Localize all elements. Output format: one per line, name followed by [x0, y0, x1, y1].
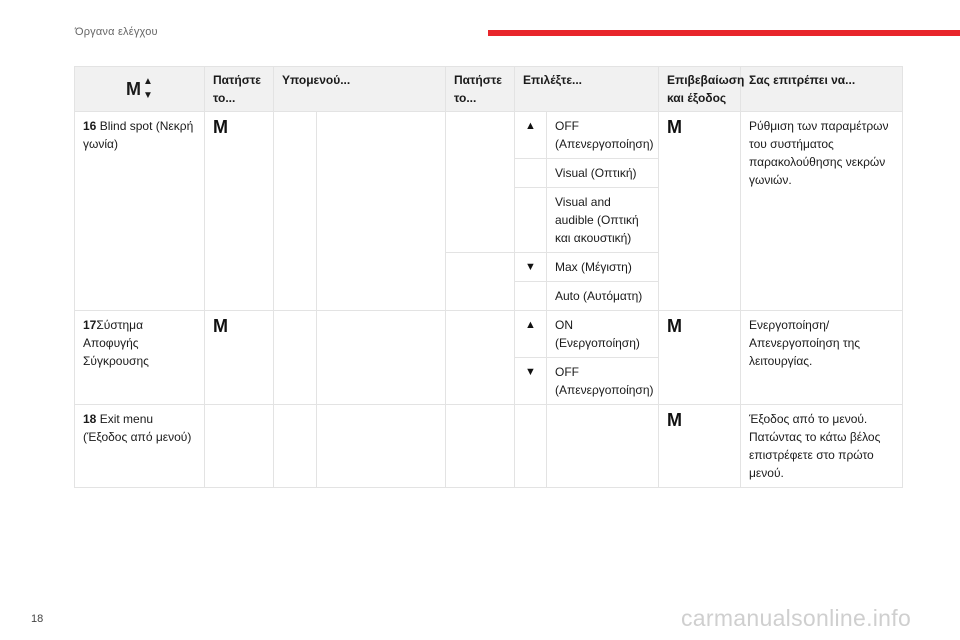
submenu-cell-b: [317, 112, 446, 311]
arrow-empty-cell: [515, 188, 547, 253]
down-arrow-icon: ▼: [515, 358, 547, 405]
submenu-cell-a: [274, 405, 317, 488]
option-auto: Auto (Αυτόματη): [547, 282, 659, 311]
header-press-2: Πατήστε το...: [446, 67, 515, 112]
press-cell: [446, 311, 515, 405]
menu-item-name: Blind spot (Νεκρή γωνία): [83, 119, 194, 151]
confirm-cell: [659, 311, 741, 405]
press-m-cell: [205, 311, 274, 405]
menu-item-exit: [75, 405, 205, 488]
m-button-icon: M: [126, 79, 142, 99]
confirm-cell: [659, 405, 741, 488]
arrow-empty-cell: [515, 282, 547, 311]
press-down-cell: [446, 253, 515, 311]
table-header-row: [75, 67, 903, 112]
m-button-icon: M: [213, 316, 228, 336]
description: Ενεργοποίηση/ Απενεργοποίηση της λειτουργίας.: [741, 311, 903, 405]
header-allows: Σας επιτρέπει να...: [741, 67, 903, 112]
menu-item-name: Exit menu (Έξοδος από μενού): [83, 412, 192, 444]
header-menu-icon-cell: [75, 67, 205, 112]
press-m-cell: [205, 112, 274, 311]
menu-item-number: 17: [83, 318, 97, 332]
description: Έξοδος από το μενού. Πατώντας το κάτω βέλος επιστρέφετε στο πρώτο μενού.: [741, 405, 903, 488]
option-visual: Visual (Οπτική): [547, 159, 659, 188]
press-cell: [205, 405, 274, 488]
press-up-cell: [446, 112, 515, 253]
menu-item-number: 16: [83, 119, 97, 133]
m-button-icon: M: [667, 117, 683, 137]
header-confirm-exit: Επιβεβαίωση και έξοδος: [659, 67, 741, 112]
table-row: [75, 112, 903, 159]
submenu-cell-b: [317, 311, 446, 405]
section-color-bar: [488, 30, 960, 36]
confirm-cell: [659, 112, 741, 311]
arrow-empty-cell: [515, 159, 547, 188]
section-title: Όργανα ελέγχου: [75, 26, 158, 38]
header-press-1: Πατήστε το...: [205, 67, 274, 112]
option-off: OFF (Απενεργοποίηση): [547, 112, 659, 159]
menu-item-name: Σύστημα Αποφυγής Σύγκρουσης: [83, 318, 149, 368]
option-max: Max (Μέγιστη): [547, 253, 659, 282]
submenu-cell-a: [274, 112, 317, 311]
option-off: OFF (Απενεργοποίηση): [547, 358, 659, 405]
select-empty-cell: [547, 405, 659, 488]
up-arrow-icon: ▲: [515, 311, 547, 358]
m-button-icon: M: [667, 316, 683, 336]
submenu-cell-a: [274, 311, 317, 405]
down-arrow-icon: ▼: [143, 90, 153, 101]
watermark: carmanualsonline.info: [681, 605, 912, 631]
down-arrow-icon: ▼: [515, 253, 547, 282]
press-cell: [446, 405, 515, 488]
up-arrow-icon: ▲: [515, 112, 547, 159]
description: Ρύθμιση των παραμέτρων του συστήματος παρακολούθησης νεκρών γωνιών.: [741, 112, 903, 311]
arrow-empty-cell: [515, 405, 547, 488]
submenu-cell-b: [317, 405, 446, 488]
menu-settings-table: [74, 66, 903, 488]
page-number: 18: [31, 613, 44, 625]
menu-button-icon: [83, 71, 196, 107]
menu-item-blind-spot: [75, 112, 205, 311]
option-on: ON (Ενεργοποίηση): [547, 311, 659, 358]
header-submenu: Υπομενού...: [274, 67, 446, 112]
option-visual-audible: Visual and audible (Οπτική και ακουστική): [547, 188, 659, 253]
table-row: [75, 311, 903, 358]
m-button-icon: M: [667, 410, 683, 430]
header-select: Επιλέξτε...: [515, 67, 659, 112]
menu-item-collision-avoidance: [75, 311, 205, 405]
table-row: [75, 405, 903, 488]
up-arrow-icon: ▲: [143, 76, 153, 87]
m-button-icon: M: [213, 117, 228, 137]
menu-item-number: 18: [83, 412, 97, 426]
